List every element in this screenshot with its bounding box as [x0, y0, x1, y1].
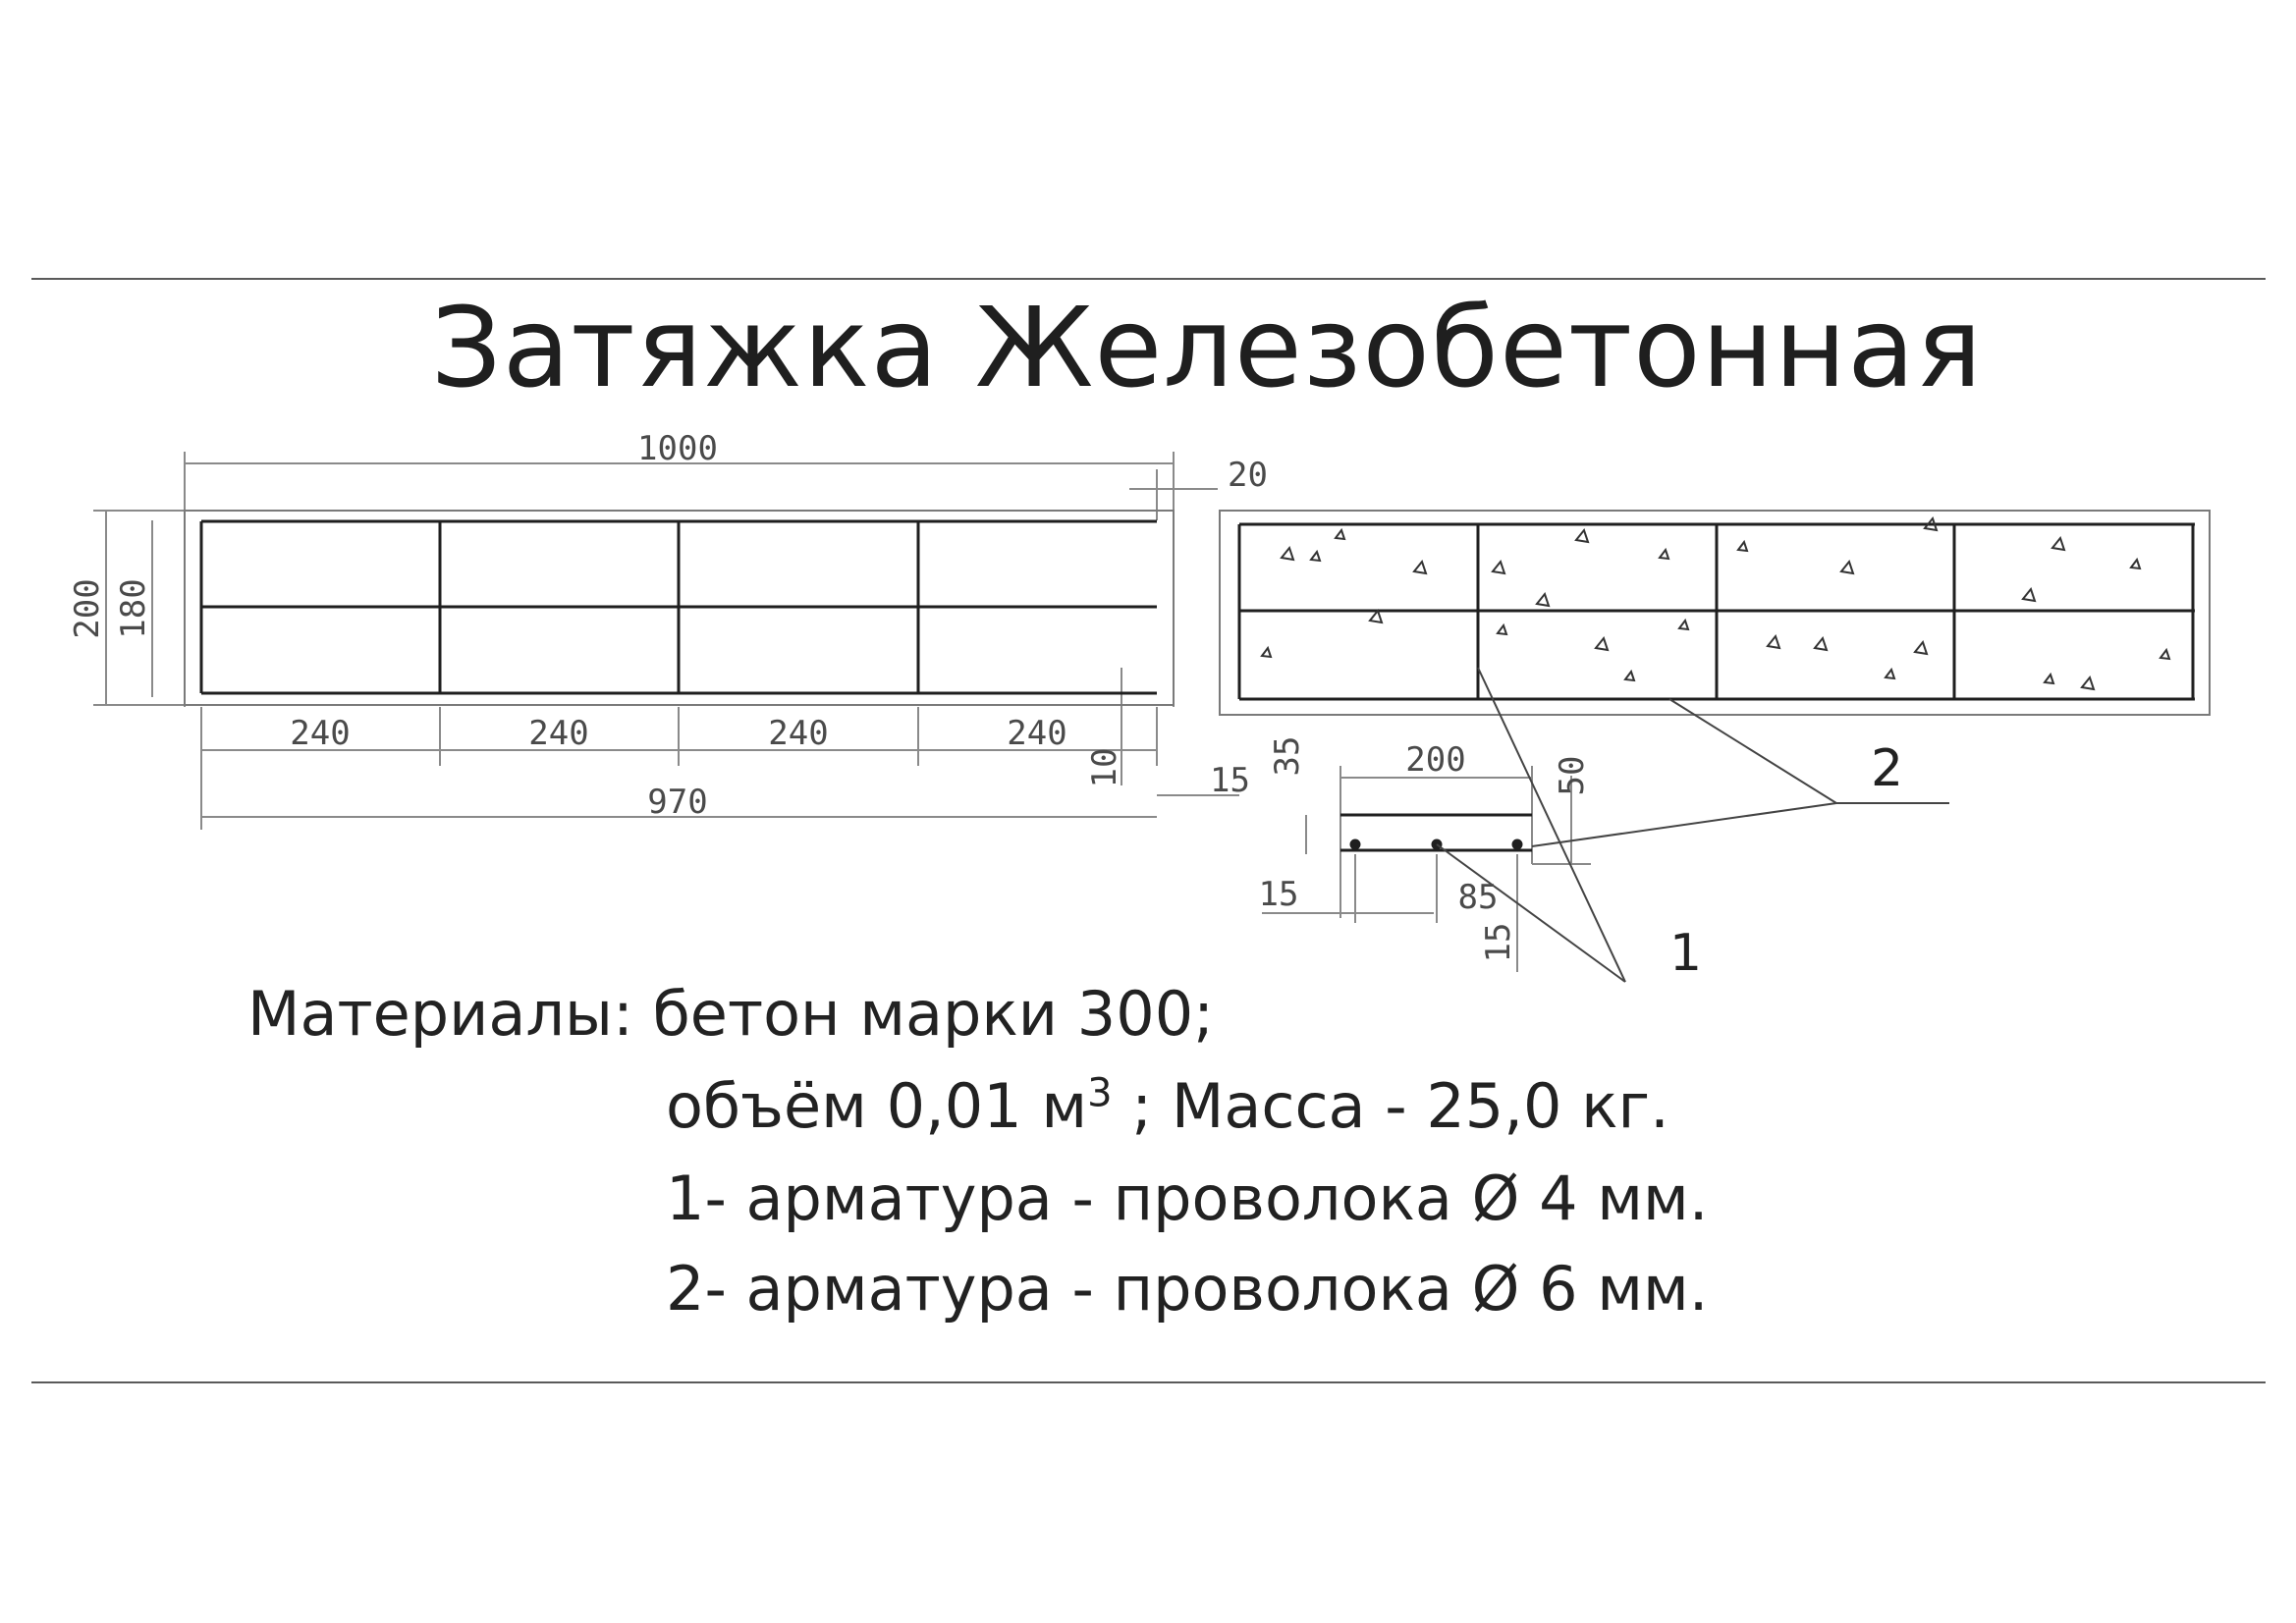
materials-line-3 — [666, 1163, 1709, 1234]
side-elevation — [185, 511, 1174, 705]
materials-line-2 — [666, 1070, 1669, 1142]
dim-bottom-offset: 10 — [1085, 747, 1124, 788]
callout-rebar-1: 1 — [1669, 924, 1703, 983]
rebar-2-text: 2- арматура - проволока Ø 6 мм. — [666, 1253, 1709, 1325]
mass-text: ; Масса - 25,0 кг. — [1112, 1070, 1669, 1142]
dim-bar-spacing: 85 — [1457, 878, 1499, 917]
materials-text-1: Материалы: бетон марки 300; — [247, 978, 1215, 1050]
dimension-lines — [93, 452, 1591, 972]
callout-rebar-2: 2 — [1871, 739, 1904, 798]
dim-bay-1: 240 — [290, 714, 351, 753]
dim-bay-4: 240 — [1007, 714, 1067, 753]
dim-section-width: 200 — [1405, 740, 1466, 780]
dim-inner-height: 180 — [114, 578, 153, 639]
dim-end-offset: 15 — [1210, 761, 1250, 800]
cross-section — [1340, 815, 1532, 850]
dim-bay-2: 240 — [528, 714, 589, 753]
dim-top-cover: 35 — [1268, 735, 1307, 777]
materials-line-4 — [666, 1253, 1709, 1325]
volume-text: объём 0,01 м — [666, 1070, 1088, 1142]
dim-overall-length: 1000 — [637, 429, 718, 468]
page-title: Затяжка Железобетонная — [430, 285, 1984, 412]
dim-offset-top: 20 — [1228, 456, 1268, 495]
dim-bay-3: 240 — [768, 714, 829, 753]
dim-overall-height: 200 — [68, 578, 107, 639]
dim-inner-length: 970 — [647, 783, 708, 822]
dim-left-cover: 15 — [1258, 875, 1299, 914]
dim-bottom-cover: 15 — [1479, 922, 1518, 963]
materials-line-1 — [247, 978, 1214, 1050]
rebar-1-text: 1- арматура - проволока Ø 4 мм. — [666, 1163, 1709, 1234]
volume-exponent: 3 — [1087, 1070, 1113, 1116]
dim-section-height: 50 — [1553, 755, 1592, 796]
